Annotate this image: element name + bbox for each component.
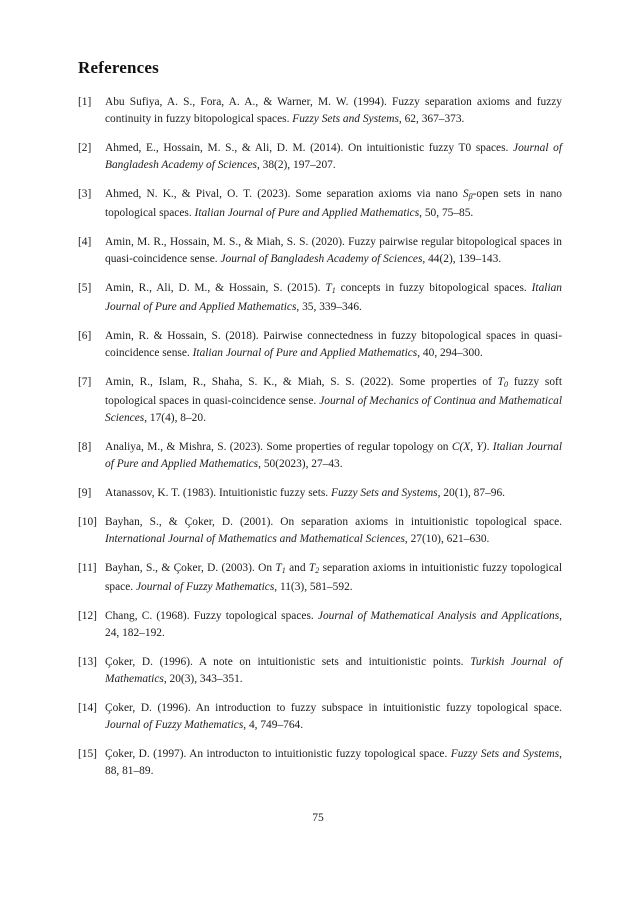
reference-item xyxy=(78,280,562,316)
reference-label: [2] xyxy=(78,142,92,154)
reference-text: Analiya, M., & Mishra, S. (2023). Some properties of regular topology on C(X, Y). Italian Journal of Pure and Applied Mathematics, 50(2023), 27–43. xyxy=(105,441,562,470)
reference-text: Bayhan, S., & Çoker, D. (2003). On T1 and T2 separation axioms in intuitionistic fuzzy topological space. Journal of Fuzzy Mathematics, 11(3), 581–592. xyxy=(105,562,562,593)
reference-label: [13] xyxy=(78,656,97,668)
reference-label: [3] xyxy=(78,188,92,200)
reference-text: Çoker, D. (1997). An introducton to intuitionistic fuzzy topological space. Fuzzy Sets and Systems, 88, 81–89. xyxy=(105,748,562,777)
reference-item xyxy=(78,439,562,473)
reference-label: [4] xyxy=(78,236,92,248)
reference-text: Çoker, D. (1996). An introduction to fuzzy subspace in intuitionistic fuzzy topological space. Journal of Fuzzy Mathematics, 4, 749–764. xyxy=(105,702,562,731)
reference-item xyxy=(78,328,562,362)
reference-text: Bayhan, S., & Çoker, D. (2001). On separation axioms in intuitionistic topological space. International Journal of Mathematics and Mathematical Sciences, 27(10), 621–630. xyxy=(105,516,562,545)
reference-item xyxy=(78,485,562,502)
reference-item xyxy=(78,186,562,222)
reference-item xyxy=(78,608,562,642)
reference-label: [15] xyxy=(78,748,97,760)
references-section xyxy=(78,57,562,792)
reference-item xyxy=(78,514,562,548)
reference-text: Amin, R., Islam, R., Shaha, S. K., & Miah, S. S. (2022). Some properties of T0 fuzzy soft topological spaces in quasi-coincidence sense. Journal of Mechanics of Continua and Mathematical Sciences, 17(4), 8–20. xyxy=(105,376,563,424)
reference-item xyxy=(78,560,562,596)
reference-text: Amin, R., Ali, D. M., & Hossain, S. (2015). T1 concepts in fuzzy bitopological spaces. Italian Journal of Pure and Applied Mathematics, 35, 339–346. xyxy=(105,282,562,313)
reference-label: [1] xyxy=(78,96,92,108)
reference-text: Chang, C. (1968). Fuzzy topological spaces. Journal of Mathematical Analysis and Applications, 24, 182–192. xyxy=(105,610,563,639)
reference-text: Amin, M. R., Hossain, M. S., & Miah, S. S. (2020). Fuzzy pairwise regular bitopological spaces in quasi-coincidence sense. Journal of Bangladesh Academy of Sciences, 44(2), 139–143. xyxy=(105,236,562,265)
reference-label: [11] xyxy=(78,562,97,574)
reference-label: [8] xyxy=(78,441,92,453)
reference-label: [10] xyxy=(78,516,97,528)
reference-item xyxy=(78,374,562,427)
reference-label: [14] xyxy=(78,702,97,714)
reference-label: [7] xyxy=(78,376,92,388)
reference-text: Abu Sufiya, A. S., Fora, A. A., & Warner, M. W. (1994). Fuzzy separation axioms and fuzzy continuity in fuzzy bitopological spaces. Fuzzy Sets and Systems, 62, 367–373. xyxy=(105,96,562,125)
reference-item xyxy=(78,234,562,268)
reference-label: [5] xyxy=(78,282,92,294)
section-title: References xyxy=(78,58,159,77)
reference-text: Çoker, D. (1996). A note on intuitionistic sets and intuitionistic points. Turkish Journal of Mathematics, 20(3), 343–351. xyxy=(105,656,562,685)
reference-text: Amin, R. & Hossain, S. (2018). Pairwise connectedness in fuzzy bitopological spaces in quasi-coincidence sense. Italian Journal of Pure and Applied Mathematics, 40, 294–300. xyxy=(105,330,562,359)
reference-item xyxy=(78,140,562,174)
reference-text: Ahmed, N. K., & Pival, O. T. (2023). Some separation axioms via nano Sβ-open sets in nano topological spaces. Italian Journal of Pure and Applied Mathematics, 50, 75–85. xyxy=(105,188,562,219)
reference-item xyxy=(78,700,562,734)
reference-item xyxy=(78,654,562,688)
reference-text: Ahmed, E., Hossain, M. S., & Ali, D. M. (2014). On intuitionistic fuzzy T0 spaces. Journal of Bangladesh Academy of Sciences, 38(2), 197–207. xyxy=(105,142,562,171)
reference-item xyxy=(78,94,562,128)
reference-label: [9] xyxy=(78,487,92,499)
page-number: 75 xyxy=(312,812,324,824)
reference-label: [12] xyxy=(78,610,97,622)
reference-label: [6] xyxy=(78,330,92,342)
reference-list xyxy=(78,94,562,780)
reference-text: Atanassov, K. T. (1983). Intuitionistic fuzzy sets. Fuzzy Sets and Systems, 20(1), 87–96. xyxy=(105,487,505,499)
reference-item xyxy=(78,746,562,780)
